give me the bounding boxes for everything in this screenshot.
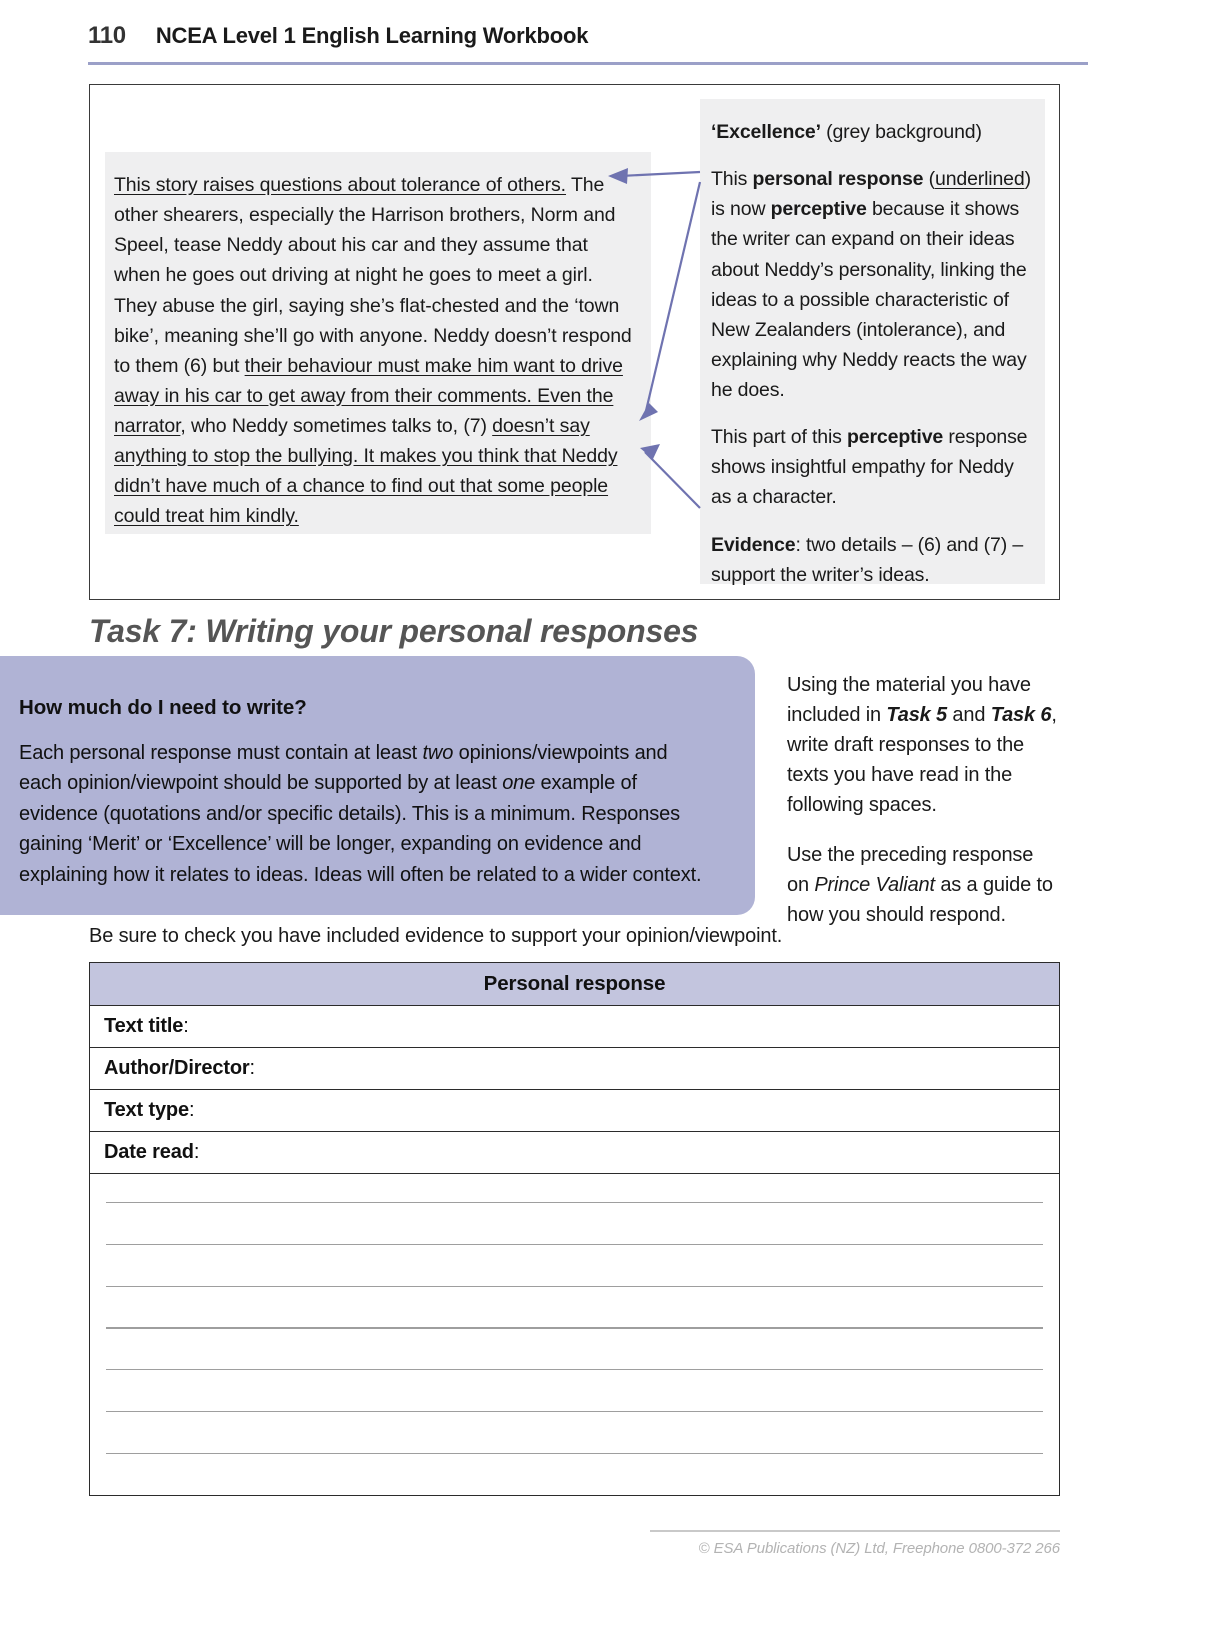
table-row[interactable] xyxy=(90,1048,1060,1090)
sample-passage-box xyxy=(105,152,651,534)
commentary-perceptive-explanation-run-2: ( xyxy=(923,168,935,191)
passage-segment-1: The other shearers, especially the Harrison brothers, Norm and Speel, tease Neddy about his car and they assume that when he goes out driving at night he goes to meet a girl. They abuse the girl, saying she’s flat-chested and the ‘town bike’, meaning she’ll go with anyone. Neddy doesn’t respond to them (6) but xyxy=(114,174,632,377)
commentary-empathy-note-run-2: response shows insightful empathy for Neddy as a character. xyxy=(711,426,1028,509)
commentary-perceptive-explanation-run-5: perceptive xyxy=(770,198,867,221)
table-row[interactable] xyxy=(90,1090,1060,1132)
field-label: Date read xyxy=(104,1141,194,1163)
passage-segment-0: This story raises questions about tolerance of others. xyxy=(114,174,567,196)
field-value: : xyxy=(249,1057,255,1079)
commentary-empathy-note-run-0: This part of this xyxy=(711,426,848,449)
side-note-using-material-run-1: Task 5 xyxy=(886,704,948,726)
task-heading: Task 7: Writing your personal responses xyxy=(89,613,699,649)
side-note-prince-valiant-guide-run-0: Use the preceding response on xyxy=(787,844,1034,896)
writing-line xyxy=(106,1369,1043,1370)
field-label: Text title xyxy=(104,1015,184,1037)
field-date-read[interactable] xyxy=(90,1132,1060,1174)
page-number: 110 xyxy=(88,22,126,49)
field-value: : xyxy=(193,1141,200,1163)
field-label: Author/Director xyxy=(104,1057,250,1079)
commentary-excellence-label-run-1: (grey background) xyxy=(820,121,982,143)
commentary-excellence-label-run-0: ‘Excellence’ xyxy=(711,121,821,143)
commentary-evidence-note-run-1: : two details – (6) and (7) – support the writer’s ideas. xyxy=(711,533,1024,586)
side-note-using-material xyxy=(787,670,1059,820)
passage-segment-2: their behaviour must make him want to drive away in his car to get away from their comments. Even the narrator xyxy=(114,354,623,437)
info-body-run-2: opinions/viewpoints and each opinion/viewpoint should be supported by at least xyxy=(19,742,668,795)
field-label: Text type xyxy=(104,1099,189,1121)
writing-area[interactable] xyxy=(90,1174,1060,1496)
writing-line xyxy=(106,1286,1043,1287)
instructions-side-note xyxy=(787,670,1059,930)
commentary-empathy-note xyxy=(711,422,1034,512)
writing-area-row[interactable] xyxy=(90,1174,1060,1496)
field-text-title[interactable] xyxy=(90,1006,1060,1048)
table-row[interactable] xyxy=(90,1132,1060,1174)
page-title: NCEA Level 1 English Learning Workbook xyxy=(155,23,589,48)
commentary-perceptive-explanation-run-4: ) is now xyxy=(711,168,1031,221)
writing-line xyxy=(106,1202,1043,1203)
writing-line xyxy=(106,1453,1043,1454)
commentary-perceptive-explanation-run-6: because it shows the writer can expand on their ideas about Neddy’s personality, linking the ideas to a possible characteristic of New Zealanders (intolerance), and explaining why Neddy reacts the way he does. xyxy=(711,198,1027,401)
footer-divider xyxy=(650,1530,1060,1532)
sample-passage-text xyxy=(114,170,633,532)
info-box-title: How much do I need to write? xyxy=(19,696,307,719)
info-body-run-3: one xyxy=(502,772,536,795)
writing-lines-container xyxy=(90,1174,1059,1495)
table-header-row xyxy=(90,963,1060,1006)
side-note-using-material-run-0: Using the material you have included in xyxy=(787,674,1031,726)
footer-copyright: © ESA Publications (NZ) Ltd, Freephone 0800-372 266 xyxy=(698,1540,1060,1557)
passage-segment-4: doesn’t say anything to stop the bullying. It makes you think that Neddy didn’t have much of a chance to find out that some people could treat him kindly. xyxy=(114,415,618,528)
commentary-perceptive-explanation-run-3: underlined xyxy=(935,168,1025,191)
field-value: : xyxy=(188,1099,195,1121)
evidence-check-line: Be sure to check you have included evidence to support your opinion/viewpoint. xyxy=(89,925,783,947)
commentary-excellence-label xyxy=(711,117,1034,147)
info-body-run-4: example of evidence (quotations and/or specific details). This is a minimum. Responses gaining ‘Merit’ or ‘Excellence’ will be longer, expanding on evidence and explaining how it relates to ideas. Ideas will often be related to a wider context. xyxy=(19,772,702,886)
page-header xyxy=(88,22,1088,50)
side-note-using-material-run-4: , write draft responses to the texts you have read in the following spaces. xyxy=(787,704,1057,816)
info-body-run-1: two xyxy=(422,742,454,764)
field-author-director[interactable] xyxy=(90,1048,1060,1090)
info-body-run-0: Each personal response must contain at least xyxy=(19,742,423,764)
side-note-prince-valiant-guide-run-1: Prince Valiant xyxy=(814,874,935,896)
commentary-perceptive-explanation-run-1: personal response xyxy=(752,168,924,191)
side-note-prince-valiant-guide xyxy=(787,840,1059,930)
table-row[interactable] xyxy=(90,1006,1060,1048)
side-note-using-material-run-2: and xyxy=(947,704,991,726)
commentary-empathy-note-run-1: perceptive xyxy=(847,426,944,449)
table-header-cell: Personal response xyxy=(90,963,1060,1006)
side-note-prince-valiant-guide-run-2: as a guide to how you should respond. xyxy=(787,874,1053,926)
commentary-perceptive-explanation-run-0: This xyxy=(711,168,753,191)
header-divider xyxy=(88,62,1088,65)
field-text-type[interactable] xyxy=(90,1090,1060,1132)
personal-response-table xyxy=(89,962,1060,1496)
field-value: : xyxy=(183,1015,189,1037)
commentary-perceptive-explanation xyxy=(711,164,1034,405)
writing-line xyxy=(106,1244,1043,1245)
commentary-box xyxy=(700,99,1045,584)
commentary-evidence-note-run-0: Evidence xyxy=(711,533,796,556)
how-much-info-box xyxy=(0,656,755,915)
writing-line xyxy=(106,1327,1043,1328)
passage-segment-3: , who Neddy sometimes talks to, (7) xyxy=(180,415,493,437)
info-box-body xyxy=(19,738,703,890)
side-note-using-material-run-3: Task 6 xyxy=(990,704,1052,726)
writing-line xyxy=(106,1411,1043,1412)
commentary-evidence-note xyxy=(711,530,1034,590)
